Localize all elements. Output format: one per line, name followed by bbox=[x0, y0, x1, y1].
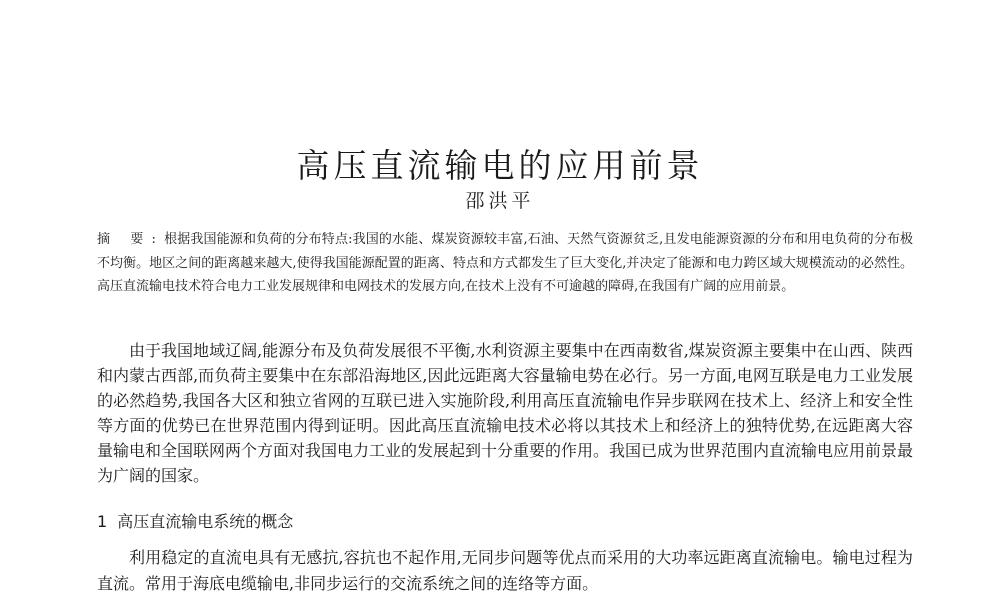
abstract-label: 摘 要: bbox=[97, 232, 164, 247]
document-title: 高压直流输电的应用前景 bbox=[296, 146, 704, 185]
section-number: 1 bbox=[97, 512, 108, 531]
author-name: 邵洪平 bbox=[465, 190, 535, 212]
section-title: 高压直流输电系统的概念 bbox=[117, 512, 294, 531]
intro-paragraph: 由于我国地域辽阔,能源分布及负荷发展很不平衡,水利资源主要集中在西南数省,煤炭资源主要集中在山西、陕西和内蒙古西部,而负荷主要集中在东部沿海地区,因此远距离大容量输电势在必行。另一方面,电网互联是电力工业发展的必然趋势,我国各大区和独立省网的互联已进入实施阶段,利用高压直流输电作异步联网在技术上、经济上和安全性等方面的优势已在世界范围内得到证明。因此高压直流输电技术必将以其技术上和经济上的独特优势,在远距离大容量输电和全国联网两个方面对我国电力工业的发展起到十分重要的作用。我国已成为世界范围内直流输电应用前景最为广阔的国家。 bbox=[97, 341, 914, 485]
section-paragraph: 利用稳定的直流电具有无感抗,容抗也不起作用,无同步问题等优点而采用的大功率远距离直流输电。输电过程为直流。常用于海底电缆输电,非同步运行的交流系统之间的连络等方面。 bbox=[97, 548, 913, 593]
abstract-text: 根据我国能源和负荷的分布特点:我国的水能、煤炭资源较丰富,石油、天然气资源贫乏,且发电能源资源的分布和用电负荷的分布极不均衡。地区之间的距离越来越大,使得我国能源配置的距离、特点和方式都发生了巨大变化,并决定了能源和电力跨区域大规模流动的必然性。高压直流输电技术符合电力工业发展规律和电网技术的发展方向,在技术上没有不可逾越的障碍,在我国有广阔的应用前景。 bbox=[97, 232, 913, 294]
section-heading bbox=[97, 510, 913, 534]
abstract bbox=[97, 228, 913, 299]
